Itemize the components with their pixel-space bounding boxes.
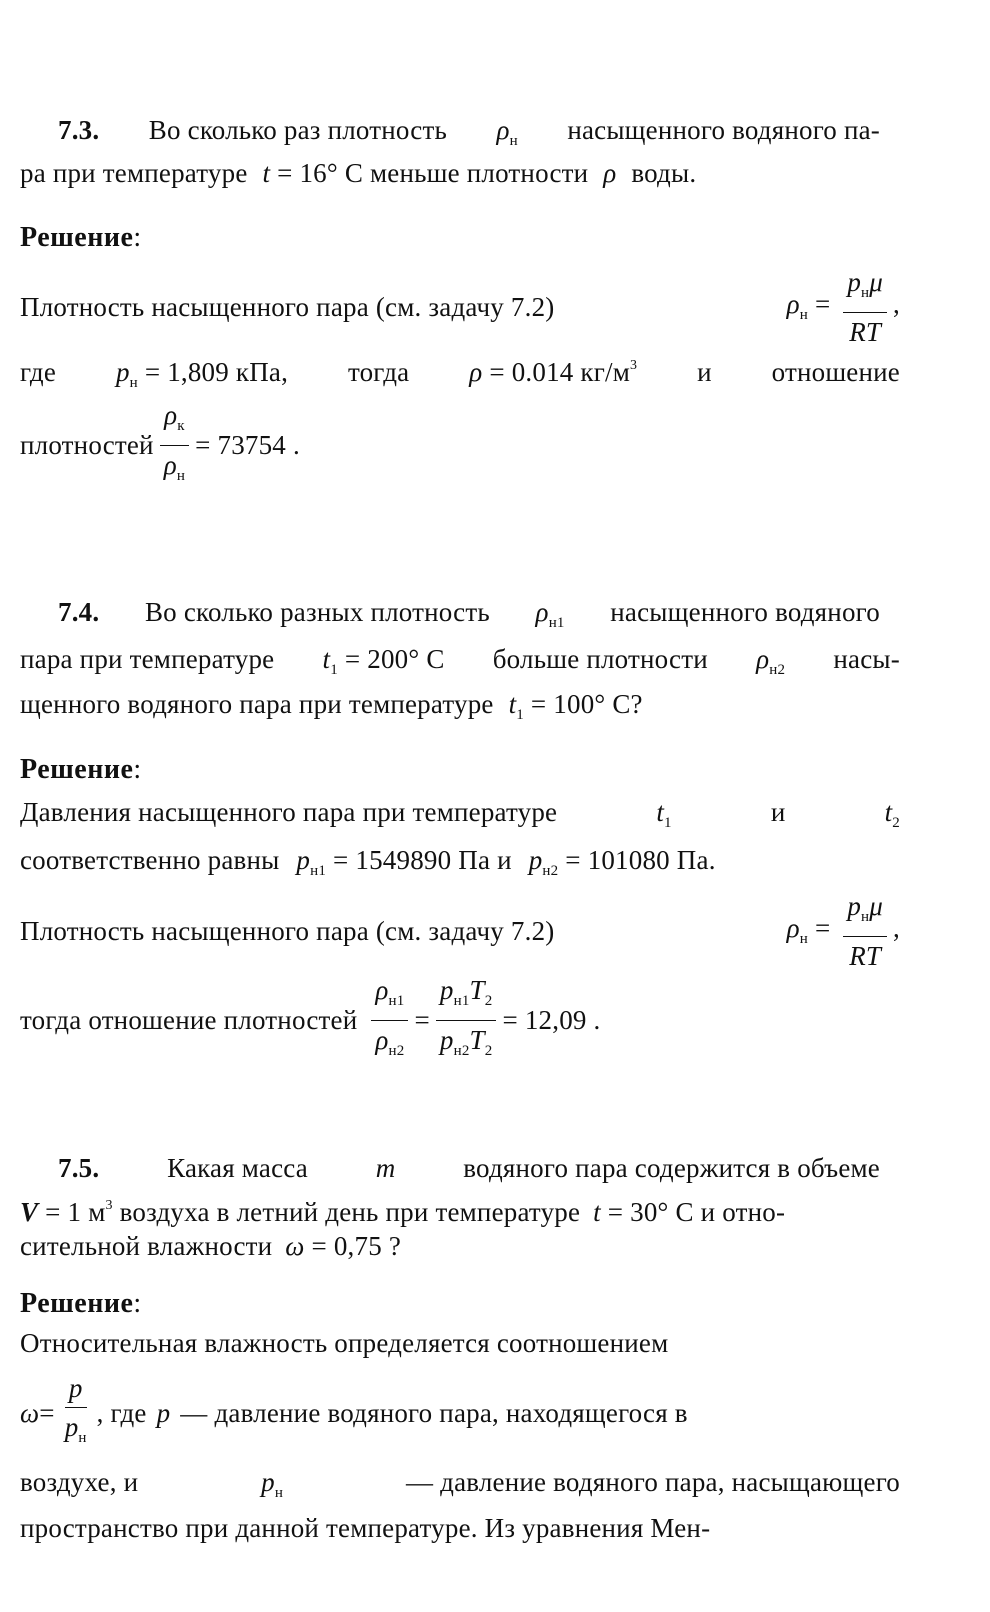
- text: и: [697, 357, 712, 387]
- text: = 0,75 ?: [311, 1231, 402, 1261]
- text: больше плотности: [492, 644, 708, 674]
- p75-line-6: [20, 1466, 900, 1509]
- density-formula: $\rho_н$ = $\frac{p_н\mu}{RT}$ ,: [786, 891, 900, 971]
- t-symbol: t: [593, 1197, 601, 1227]
- text: воздухе, и: [20, 1467, 139, 1497]
- t2-symbol: $t_2$: [884, 797, 900, 831]
- text: — давление водяного пара, насыщающего: [406, 1467, 900, 1497]
- pressure-value: $p_н = 1,809$ кПа,: [115, 357, 289, 391]
- rho-symbol: ρ: [603, 158, 617, 188]
- text: = 30° С и отно-: [607, 1197, 786, 1227]
- text: Какая масса: [167, 1153, 308, 1183]
- text: сительной влажности: [20, 1231, 273, 1261]
- p73-line-2: [20, 157, 900, 189]
- p75-line-1: [58, 1152, 880, 1184]
- density-ratio: $\frac{\rho_к}{\rho_н}$: [160, 398, 189, 493]
- p75-line-7: [20, 1512, 900, 1544]
- text: Плотность насыщенного пара (см. задачу 7.2): [20, 292, 555, 322]
- text: пространство при данной температуре. Из уравнения Мен-: [20, 1513, 711, 1543]
- density-ratio: $\frac{\rho_{н1}}{\rho_{н2}}$: [371, 973, 408, 1068]
- t1-symbol: $t_1$: [656, 797, 672, 831]
- p74-solution-heading: Решение:: [20, 754, 142, 785]
- p73-text: Во сколько раз плотность: [148, 115, 447, 145]
- text: воды.: [631, 158, 697, 188]
- omega-symbol: ω: [20, 1398, 40, 1428]
- text: , где: [96, 1398, 147, 1428]
- p73-text-rest: насыщенного водяного па-: [567, 115, 880, 145]
- pressure-temperature-ratio: $\frac{p_{н1}T_2}{p_{н2}T_2}$: [436, 973, 497, 1068]
- m-symbol: m: [375, 1153, 396, 1183]
- text: соответственно равны: [20, 845, 280, 875]
- p-symbol: p: [156, 1398, 171, 1428]
- ratio-result: = 12,09 .: [502, 1005, 601, 1035]
- text: воздуха в летний день при температуре: [119, 1197, 581, 1227]
- text: Относительная влажность определяется соотношением: [20, 1328, 669, 1358]
- p74-line-3: [20, 688, 900, 731]
- density-formula: $\rho_н$ = $\frac{p_н\mu}{RT}$ ,: [786, 267, 900, 347]
- t1-value: $t_1 = 200^\circ$ С: [322, 644, 445, 678]
- text: Во сколько разных плотность: [144, 597, 490, 627]
- p74-number: 7.4.: [58, 597, 100, 627]
- pn-symbol: $p_н$: [261, 1467, 284, 1501]
- p75-line-2: [20, 1190, 900, 1228]
- p73-number: 7.3.: [58, 115, 100, 145]
- text: тогда: [347, 357, 410, 387]
- text: =: [414, 1005, 430, 1035]
- volume-value: V = 1 $м^3$: [20, 1197, 113, 1227]
- p75-solution-heading: Решение:: [20, 1288, 142, 1319]
- rho-n2-symbol: $\rho_{н2}$: [756, 644, 786, 678]
- p74-line-5: [20, 844, 900, 887]
- text: плотностей: [20, 430, 154, 460]
- text: водяного пара содержится в объеме: [463, 1153, 880, 1183]
- text: насы-: [833, 644, 900, 674]
- text: меньше плотности: [370, 158, 589, 188]
- t-symbol: t: [262, 158, 271, 188]
- text: и: [770, 797, 786, 827]
- humidity-ratio: $\frac{p}{p_н}$: [64, 1373, 87, 1446]
- text: Плотность насыщенного пара (см. задачу 7.2): [20, 916, 555, 946]
- density-value: ρ = 0.014 $кг/м^3$: [469, 357, 638, 387]
- p1-value: $p_{н1} = 1549890$ Па и: [296, 845, 512, 879]
- text: тогда отношение плотностей: [20, 1005, 358, 1035]
- p74-line-4: [20, 796, 900, 839]
- text: =: [39, 1398, 55, 1428]
- p75-line-5: [20, 1372, 900, 1454]
- p74-line-1: [58, 596, 880, 639]
- rho-n-symbol: $\rho_н$: [496, 115, 518, 149]
- text: = 16° С: [277, 158, 364, 188]
- p73-line-1: [58, 114, 880, 157]
- p2-value: $p_{н2} = 101080$ Па.: [528, 845, 716, 879]
- ratio-result: = 73754 .: [195, 430, 300, 460]
- p75-line-4: [20, 1327, 900, 1359]
- p73-line-4: [20, 350, 900, 399]
- p75-number: 7.5.: [58, 1153, 100, 1183]
- text: где: [20, 357, 57, 387]
- text: ра при температуре: [20, 158, 248, 188]
- text: насыщенного водяного: [610, 597, 880, 627]
- p74-line-2: [20, 643, 900, 686]
- text: щенного водяного пара при температуре: [20, 689, 494, 719]
- text: — давление водяного пара, находящегося в: [180, 1398, 688, 1428]
- rho-n1-symbol: $\rho_{н1}$: [535, 597, 565, 631]
- text: пара при температуре: [20, 644, 275, 674]
- p74-line-6: [20, 891, 900, 971]
- p73-solution-heading: Решение:: [20, 222, 142, 253]
- p73-line-3: [20, 267, 900, 347]
- p73-line-5: [20, 399, 900, 485]
- t-value: $t_1 = 100^\circ$ С?: [508, 689, 643, 723]
- p74-line-7: [20, 974, 900, 1060]
- omega-symbol: ω: [285, 1231, 305, 1261]
- text: отношение: [771, 357, 900, 387]
- p75-line-3: [20, 1230, 900, 1262]
- text: Давления насыщенного пара при температуре: [20, 797, 558, 827]
